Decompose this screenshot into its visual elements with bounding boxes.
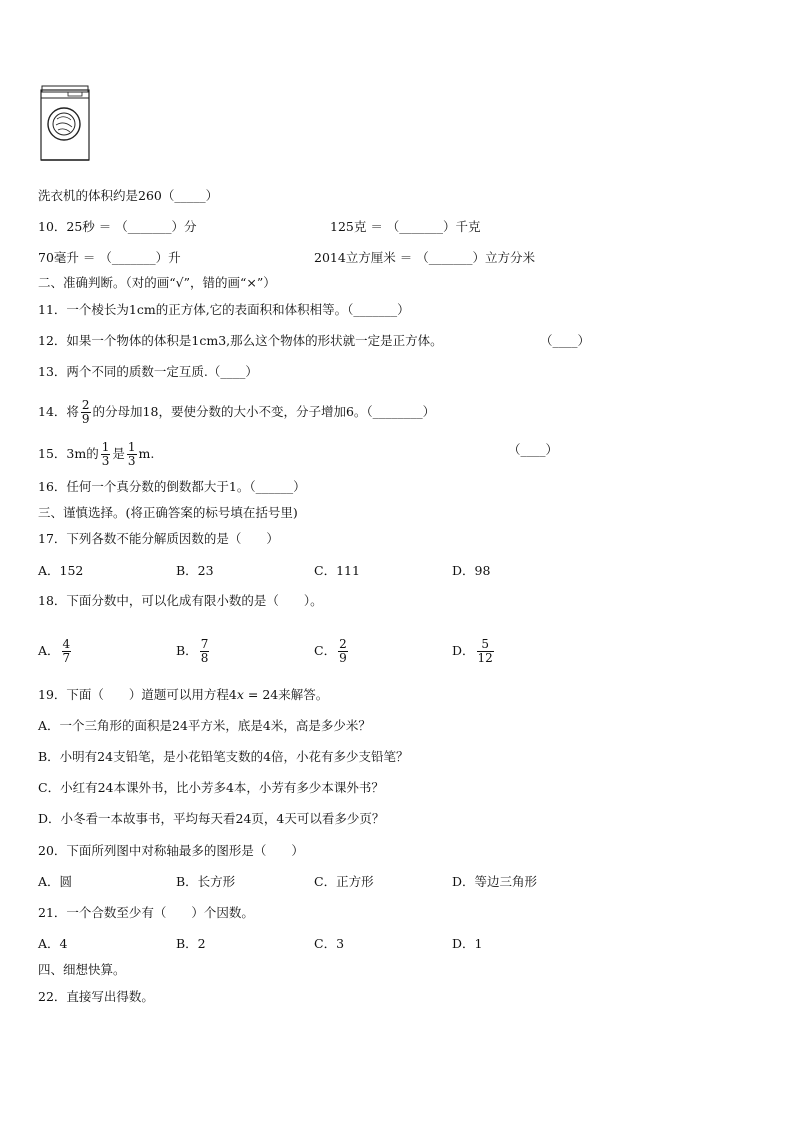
- q18-option-a: [38, 638, 73, 665]
- q10-b: 125克 ＝ （_______）千克: [330, 219, 481, 234]
- q19-option-d: D．小冬看一本故事书，平均每天看24页，4天可以看多少页？: [38, 811, 385, 826]
- q20-option-a: A．圆: [38, 874, 73, 889]
- q21-option-a: A．4: [38, 936, 68, 951]
- q18-option-a-den: 7: [62, 651, 71, 665]
- q18-option-b-label: B．: [176, 643, 198, 658]
- washing-machine-image: [38, 84, 94, 167]
- q15-fraction-1-den: 3: [101, 454, 110, 468]
- q18-option-d: [452, 638, 496, 665]
- q14-fraction: [81, 399, 91, 426]
- q11: 11．一个棱长为1cm的正方体,它的表面积和体积相等。（_______）: [38, 302, 410, 317]
- q18-option-b-num: 7: [200, 637, 209, 651]
- q17-option-d: D．98: [452, 563, 491, 578]
- q15-fraction-1: [101, 441, 111, 468]
- q20-option-b: B．长方形: [176, 874, 236, 889]
- q20-option-c: C．正方形: [314, 874, 374, 889]
- washer-caption: 洗衣机的体积约是260（_____）: [38, 188, 219, 203]
- q18-option-d-num: 5: [477, 638, 494, 652]
- q16: 16．任何一个真分数的倒数都大于1。（______）: [38, 479, 306, 494]
- q18-option-d-label: D．: [452, 643, 475, 658]
- q19-eq-var: x: [236, 687, 244, 702]
- q21-option-c: C．3: [314, 936, 345, 951]
- q20-option-d: D．等边三角形: [452, 874, 538, 889]
- q19-text: [38, 686, 328, 704]
- q18-option-c-num: 2: [339, 637, 347, 651]
- q14-post: 的分母加18，要使分数的大小不变，分子增加6。（________）: [92, 404, 436, 419]
- q19-post: 来解答。: [278, 687, 329, 702]
- q14: [38, 399, 435, 426]
- q21-text: 21．一个合数至少有（ ）个因数。: [38, 905, 254, 920]
- section-2-heading: 二、准确判断。（对的画“√”，错的画“×”）: [38, 275, 276, 290]
- q18-option-b: [176, 638, 211, 665]
- q17-option-b: B．23: [176, 563, 214, 578]
- q19-option-b: B．小明有24支铅笔，是小花铅笔支数的4倍，小花有多少支铅笔？: [38, 749, 409, 764]
- q17-text: 17．下列各数不能分解质因数的是（ ）: [38, 531, 279, 546]
- q17-option-a: A．152: [38, 563, 84, 578]
- q19-eq-coef: 4: [228, 687, 237, 702]
- q15-fraction-2: [127, 441, 137, 468]
- q14-pre: 14．将: [38, 404, 79, 419]
- q21-option-b: B．2: [176, 936, 206, 951]
- section-4-heading: 四、细想快算。: [38, 962, 126, 977]
- q12-text: 12．如果一个物体的体积是1cm3,那么这个物体的形状就一定是正方体。: [38, 333, 443, 348]
- q19-option-c: C．小红有24本课外书，比小芳多4本，小芳有多少本课外书？: [38, 780, 384, 795]
- q20-text: 20．下面所列图中对称轴最多的图形是（ ）: [38, 843, 304, 858]
- q18-option-c-label: C．: [314, 643, 337, 658]
- q18-option-a-fraction: [62, 638, 72, 665]
- q10-a: 10．25秒 ＝ （_______）分: [38, 219, 197, 234]
- q19-eq-rest: = 24: [243, 687, 279, 702]
- q22: 22．直接写出得数。: [38, 989, 154, 1004]
- q18-option-c-den: 9: [339, 651, 347, 665]
- q15-post: m.: [138, 446, 155, 461]
- q15-fraction-2-den: 3: [127, 454, 136, 468]
- q10-d: 2014立方厘米 ＝ （_______）立方分米: [314, 250, 536, 265]
- q14-fraction-num: 2: [81, 398, 90, 412]
- q18-option-b-fraction: [200, 638, 210, 665]
- q15: [38, 441, 154, 468]
- q17-option-c: C．111: [314, 563, 360, 578]
- q21-option-d: D．1: [452, 936, 483, 951]
- q14-fraction-den: 9: [81, 412, 90, 426]
- q18-option-b-den: 8: [200, 651, 209, 665]
- q13: 13．两个不同的质数一定互质.（____）: [38, 364, 258, 379]
- q18-option-c: [314, 638, 350, 665]
- q15-pre: 15．3m的: [38, 446, 99, 461]
- q15-mid: 是: [112, 446, 125, 461]
- q19-pre: 19．下面（ ）道题可以用方程: [38, 687, 229, 702]
- q15-fraction-1-num: 1: [101, 440, 110, 454]
- q10-c: 70毫升 ＝ （_______）升: [38, 250, 181, 265]
- section-3-heading: 三、谨慎选择。(将正确答案的标号填在括号里): [38, 505, 298, 520]
- q19-option-a: A．一个三角形的面积是24平方米，底是4米，高是多少米？: [38, 718, 371, 733]
- q18-option-a-label: A．: [38, 643, 60, 658]
- q18-option-d-den: 12: [477, 651, 493, 665]
- q12-blank: （____）: [540, 333, 591, 348]
- q18-option-d-fraction: [477, 638, 494, 665]
- q18-option-a-num: 4: [62, 637, 71, 651]
- q18-text: 18．下面分数中，可以化成有限小数的是（ ）。: [38, 593, 323, 608]
- q15-fraction-2-num: 1: [127, 440, 136, 454]
- q15-blank: （____）: [508, 442, 559, 457]
- q18-option-c-fraction: [338, 638, 348, 665]
